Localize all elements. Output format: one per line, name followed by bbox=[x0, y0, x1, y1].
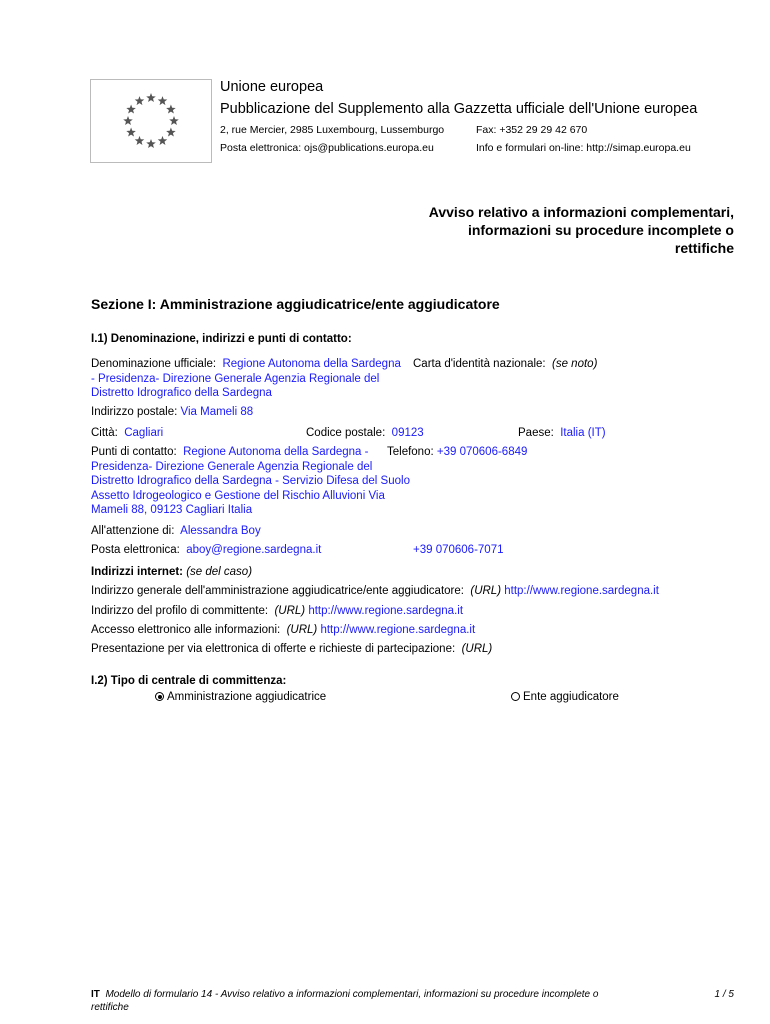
city-value: Cagliari bbox=[124, 427, 164, 439]
radio-label: Amministrazione aggiudicatrice bbox=[167, 691, 327, 703]
email-value: aboy@regione.sardegna.it bbox=[186, 544, 322, 556]
electronic-submission-label: Presentazione per via elettronica di offerte e richieste di partecipazione: bbox=[91, 643, 456, 655]
buyer-profile-field bbox=[91, 604, 463, 619]
eu-flag-icon bbox=[90, 79, 212, 163]
phone-label: Telefono: bbox=[387, 446, 434, 458]
postal-code-value: 09123 bbox=[391, 427, 424, 439]
radio-option-contracting-entity[interactable] bbox=[511, 690, 619, 705]
flag-star bbox=[146, 93, 156, 102]
national-id-note: (se noto) bbox=[552, 358, 598, 370]
url-tag: (URL) bbox=[461, 643, 493, 655]
electronic-access-label: Accesso elettronico alle informazioni: bbox=[91, 624, 281, 636]
header-email: Posta elettronica: ojs@publications.europa.eu bbox=[220, 142, 434, 154]
flag-star bbox=[123, 116, 133, 125]
subsection-title-2: I.2) Tipo di centrale di committenza: bbox=[91, 675, 287, 687]
postal-address-value: Via Mameli 88 bbox=[180, 406, 254, 418]
attention-field bbox=[91, 524, 261, 539]
postal-code-field bbox=[306, 426, 424, 441]
electronic-access-field bbox=[91, 623, 475, 638]
postal-code-label: Codice postale: bbox=[306, 427, 386, 439]
attention-label: All'attenzione di: bbox=[91, 525, 175, 537]
electronic-access-link[interactable]: http://www.regione.sardegna.it bbox=[320, 624, 476, 636]
country-value: Italia (IT) bbox=[560, 427, 606, 439]
city-label: Città: bbox=[91, 427, 118, 439]
general-address-field bbox=[91, 584, 659, 599]
flag-star bbox=[166, 105, 176, 114]
footer-form-description: Modello di formulario 14 - Avviso relativo a informazioni complementari, informazioni su procedure incomplete o rettifiche bbox=[91, 989, 599, 1013]
general-address-link[interactable]: http://www.regione.sardegna.it bbox=[504, 585, 659, 597]
fax-value: +39 070606-7071 bbox=[413, 544, 504, 556]
email-field bbox=[91, 543, 321, 558]
page-number: 1 / 5 bbox=[714, 989, 734, 1000]
country-label: Paese: bbox=[518, 427, 554, 439]
flag-star bbox=[135, 136, 145, 145]
official-name-value: Regione Autonoma della Sardegna - Presidenza- Direzione Generale Agenzia Regionale del Distretto Idrografico della Sardegna bbox=[91, 358, 401, 399]
flag-star bbox=[126, 128, 136, 137]
contact-points-value: Regione Autonoma della Sardegna - Presidenza- Direzione Generale Agenzia Regionale del Distretto Idrografico della Sardegna - Servizio Difesa del Suolo Assetto Idrogeologico e Gestione del Rischio Alluvioni Via Mameli 88, 09123 Cagliari Italia bbox=[91, 446, 410, 516]
phone-field bbox=[385, 445, 527, 460]
attention-value: Alessandra Boy bbox=[180, 525, 261, 537]
url-tag: (URL) bbox=[274, 605, 306, 617]
flag-star bbox=[169, 116, 179, 125]
flag-star bbox=[135, 96, 145, 105]
section-title: Sezione I: Amministrazione aggiudicatrice/ente aggiudicatore bbox=[91, 296, 500, 312]
phone-value: +39 070606-6849 bbox=[436, 446, 528, 458]
internet-addresses-label: Indirizzi internet: bbox=[91, 566, 183, 578]
flag-star bbox=[158, 136, 168, 145]
header-publication: Pubblicazione del Supplemento alla Gazzetta ufficiale dell'Unione europea bbox=[220, 101, 698, 117]
national-id-label: Carta d'identità nazionale: bbox=[413, 358, 546, 370]
notice-title: Avviso relativo a informazioni complementari, informazioni su procedure incomplete o rettifiche bbox=[428, 204, 734, 256]
radio-unselected-icon[interactable] bbox=[511, 692, 520, 701]
official-name-label: Denominazione ufficiale: bbox=[91, 358, 217, 370]
postal-address-label: Indirizzo postale: bbox=[91, 406, 178, 418]
internet-addresses-note: (se del caso) bbox=[186, 566, 253, 578]
header-fax: Fax: +352 29 29 42 670 bbox=[476, 124, 588, 136]
postal-address-field bbox=[91, 405, 253, 420]
internet-addresses-heading bbox=[91, 565, 252, 580]
header-address: 2, rue Mercier, 2985 Luxembourg, Lussemburgo bbox=[220, 124, 445, 136]
radio-option-contracting-authority[interactable] bbox=[155, 690, 326, 705]
contact-points-field bbox=[91, 445, 413, 518]
header-org: Unione europea bbox=[220, 79, 324, 95]
header-info: Info e formulari on-line: http://simap.europa.eu bbox=[476, 142, 691, 154]
footer-lang: IT bbox=[91, 989, 100, 1000]
flag-star bbox=[166, 128, 176, 137]
country-field bbox=[518, 426, 606, 441]
official-name-field bbox=[91, 357, 401, 401]
url-tag: (URL) bbox=[470, 585, 502, 597]
radio-selected-icon[interactable] bbox=[155, 692, 164, 701]
url-tag: (URL) bbox=[286, 624, 318, 636]
buyer-profile-label: Indirizzo del profilo di committente: bbox=[91, 605, 269, 617]
email-label: Posta elettronica: bbox=[91, 544, 180, 556]
buyer-profile-link[interactable]: http://www.regione.sardegna.it bbox=[308, 605, 464, 617]
subsection-title: I.1) Denominazione, indirizzi e punti di contatto: bbox=[91, 333, 352, 345]
footer-text bbox=[91, 989, 631, 1014]
radio-label: Ente aggiudicatore bbox=[523, 691, 619, 703]
general-address-label: Indirizzo generale dell'amministrazione aggiudicatrice/ente aggiudicatore: bbox=[91, 585, 464, 597]
flag-star bbox=[146, 139, 156, 148]
flag-star bbox=[158, 96, 168, 105]
contact-points-label: Punti di contatto: bbox=[91, 446, 177, 458]
electronic-submission-field bbox=[91, 642, 492, 657]
flag-star bbox=[126, 105, 136, 114]
national-id-field bbox=[413, 357, 597, 372]
city-field bbox=[91, 426, 163, 441]
